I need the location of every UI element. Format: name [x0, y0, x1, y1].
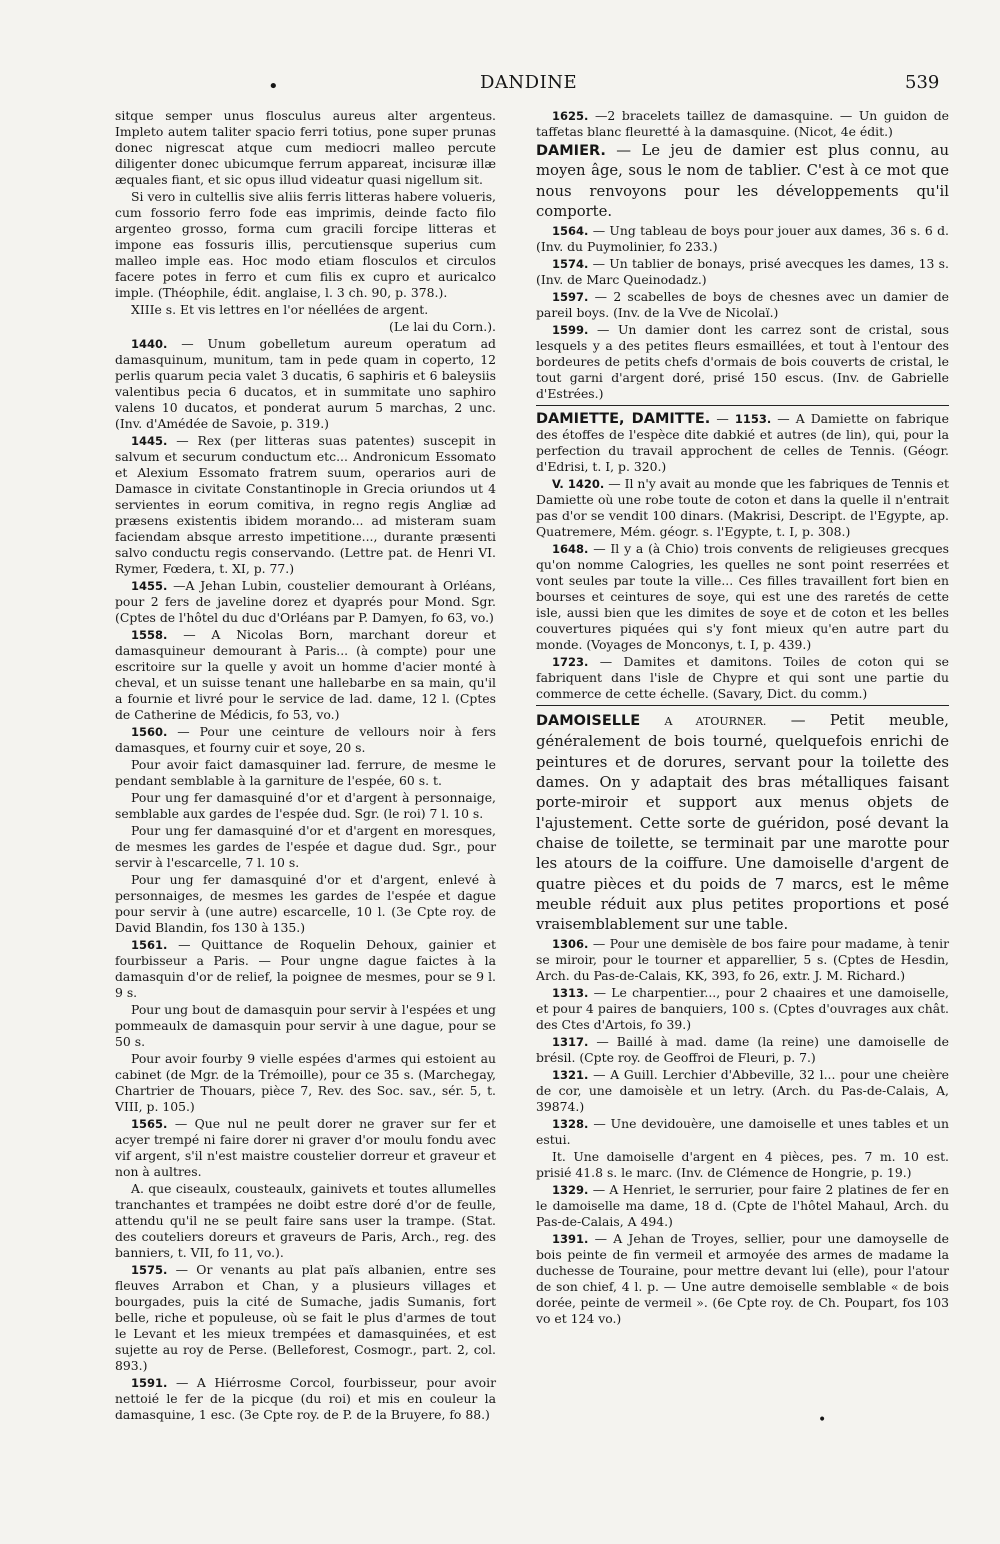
entry-text: — Un damier dont les carrez sont de cristal, sous lesquels y a des petites fleurs esmaillées, et tout à l'entour des bordeures de petits chefs d'ormais de bois couverts de cristal, le tout garni d'argent doré, prisé 150 escus. (Inv. de Gabrielle d'Estrées.) [536, 322, 949, 402]
entry-number: 1558. [131, 628, 168, 642]
entry-number: 1321. [552, 1068, 589, 1083]
page-number: 539 [905, 72, 940, 93]
entry-number: 1625. [552, 109, 589, 123]
entry-1561 [115, 937, 496, 1001]
entry-number: 1440. [131, 337, 168, 351]
entry-number: 1306. [552, 937, 589, 952]
entry-text: — Rex (per litteras suas patentes) suscepit in salvum et securum conductum etc... Andronicum Essomato et Alexium Essomato fratrem suum, operarios auri de Damasce in civitate Constantinople in Grecia oriundos ut 4 servientes in eorum comitiva, in regno regis Angliæ ad præsens existentis ibidem morando... ad misteram suam faciendam absque arresto impetitione..., durante præsenti salvo conductu regis conservando. (Lettre pat. de Henri VI. Rymer, Fœdera, t. XI, p. 77.) [115, 433, 496, 576]
paragraph: It. Une damoiselle d'argent en 4 pièces, pes. 7 m. 10 est. prisié 41.8 s. le marc. (Inv. de Clémence de Hongrie, p. 19.) [536, 1149, 949, 1181]
entry-number: 1455. [131, 579, 168, 593]
entry-text: — Baillé à mad. dame (la reine) une damoiselle de brésil. (Cpte roy. de Geoffroi de Fleuri, p. 7.) [536, 1034, 949, 1066]
entry-1317 [536, 1034, 949, 1066]
entry-number: 1575. [131, 1263, 168, 1277]
entry-text: — A Jehan de Troyes, sellier, pour une damoyselle de bois peinte de fin vermeil et armoyée des armes de madame la duchesse de Touraine, pour mettre devant lui (elle), pour l'atour de son chief, 4 l. p. — Une autre demoiselle semblable « de bois dorée, peinte de vermeil ». (6e Cpte roy. de Ch. Poupart, fos 103 vo et 124 vo.) [536, 1231, 949, 1327]
entry-text: — Damites et damitons. Toiles de coton qui se fabriquent dans l'isle de Chypre et qui sont une partie du commerce de cette échelle. (Savary, Dict. du comm.) [536, 654, 949, 702]
entry-1558 [115, 627, 496, 723]
paragraph: XIIIe s. Et vis lettres en l'or néellées de argent. [131, 302, 429, 317]
entry-number: V. 1420. [552, 477, 605, 492]
entry-1329 [536, 1182, 949, 1230]
footer-mark: • [818, 1412, 827, 1428]
entry-1420 [536, 476, 949, 540]
article-heading: DAMIER. [536, 143, 606, 159]
article-heading: DAMOISELLE [536, 713, 641, 730]
entry-text: — Quittance de Roquelin Dehoux, gainier et fourbisseur a Paris. — Pour ungne dague faictes à la damasquin d'or de relief, la poignee de mesmes, pour se 9 l. 9 s. [115, 937, 496, 1000]
entry-text: — A Henriet, le serrurier, pour faire 2 platines de fer en le damoiselle ma dame, 18 d. (Cpte de l'hôtel Mahaul, Arch. du Pas-de-Calais, A 494.) [536, 1182, 949, 1230]
attribution: (Le lai du Corn.). [389, 319, 496, 334]
entry-text: — Il y a (à Chio) trois convents de religieuses grecques qu'on nomme Calogries, les quelles ne sont point reserrées et vont seules par toute la ville... Ces filles travaillent fort bien en bourses et ceintures de soye, qui est une des raretés de cette isle, aussi bien que les dimites de soye et de coton et les belles couvertures piquées qui s'y font mieux qu'en autre part du monde. (Voyages de Monconys, t. I, p. 439.) [536, 541, 949, 653]
article-subheading: A ATOURNER. [664, 715, 767, 729]
entry-1321 [536, 1067, 949, 1115]
entry-text: —2 bracelets taillez de damasquine. — Un guidon de taffetas blanc fleuretté à la damasquine. (Nicot, 4e édit.) [536, 108, 949, 139]
article-damoiselle [536, 711, 949, 935]
entry-text: — A Guill. Lerchier d'Abbeville, 32 l... pour une cheière de cor, une damoisèle et un letry. (Arch. du Pas-de-Calais, A, 39874.) [536, 1067, 949, 1115]
entry-text: — Pour une demisèle de bos faire pour madame, à tenir se miroir, pour le tourner et apparellier, 5 s. (Cptes de Hesdin, Arch. du Pas-de-Calais, KK, 393, fo 26, extr. J. M. Richard.) [536, 936, 949, 984]
entry-number: 1599. [552, 323, 589, 338]
entry-number: 1723. [552, 655, 589, 670]
article-text: — Petit meuble, généralement de bois tourné, quelquefois enrichi de peintures et de dorures, servant pour la toilette des dames. On y adaptait des bras métalliques faisant porte-miroir et support aux menus objets de l'ajustement. Cette sorte de guéridon, posé devant la chaise de toilette, se terminait par une marotte pour les atours de la coiffure. Une damoiselle d'argent de quatre pièces et du poids de 7 marcs, est le même meuble réduit aux plus petites proportions et posé vraisemblablement sur une table. [536, 712, 949, 934]
entry-number: 1391. [552, 1232, 589, 1247]
entry-text: — Or venants au plat païs albanien, entre ses fleuves Arrabon et Chan, y a plusieurs villages et bourgades, puis la cité de Sumache, jadis Sumanis, fort belle, riche et populeuse, où se fait le plus d'armes de tout le Levant et les mieux trempées et damasquinées, et est sujette au roy de Perse. (Belleforest, Cosmogr., part. 2, col. 893.) [115, 1262, 496, 1373]
entry-1723 [536, 654, 949, 702]
header-mark: • [268, 76, 279, 97]
article-damiette: DAMIETTE, DAMITTE. — 1153. — A Damiette on fabrique des étoffes de l'espèce dite dabkié et autres (de lin), qui, pour la perfection du travail approchent de celles de Tennis. (Géogr. d'Edrisi, t. I, p. 320.) [536, 411, 949, 475]
paragraph: Si vero in cultellis sive aliis ferris litteras habere volueris, cum fossorio ferro fode eas imprimis, deinde facto filo argenteo grosso, forma cum gracili forcipe litteras et impone eas fossuris illis, percutiensque superius cum malleo imple eas. Hoc modo etiam flosculos et circulos facere potes in ferro et cum filis ex cupro et auricalco imple. (Théophile, édit. anglaise, l. 3 ch. 90, p. 378.). [115, 189, 496, 300]
entry-1599 [536, 322, 949, 402]
entry-number: 1648. [552, 542, 589, 557]
entry-text: — A Nicolas Born, marchant doreur et damasquineur demourant à Paris... (à compte) pour une escritoire sur la quelle y avoit un homme d'acier monté à cheval, et un suisse tenant une hallebarbe en sa main, qu'il a fournie et livré pour le service de lad. dame, 12 l. (Cptes de Catherine de Médicis, fo 53, vo.) [115, 627, 496, 722]
entry-1560 [115, 724, 496, 756]
entry-text: — Pour une ceinture de vellours noir à fers damasques, et fourny cuir et soye, 20 s. [115, 724, 496, 755]
entry-1440 [115, 336, 496, 432]
entry-1564 [536, 223, 949, 255]
entry-number: 1591. [131, 1376, 168, 1390]
paragraph: Pour avoir faict damasquiner lad. ferrure, de mesme le pendant semblable à la garniture de l'espée, 60 s. t. [115, 757, 496, 788]
entry-text: — Une devidouère, une damoiselle et unes tables et un estui. [536, 1116, 949, 1148]
article-text: — Le jeu de damier est plus connu, au moyen âge, sous le nom de tablier. C'est à ce mot que nous renvoyons pour les développements qu'il comporte. [536, 142, 949, 220]
paragraph: sitque semper unus flosculus aureus alter argenteus. Impleto autem taliter spacio ferri totius, pone super prunas donec nigrescat atque cum mediocri malleo percute diligenter donec ubicumque ferrum appareat, incisuræ illæ æquales fiant, et sic opus illud videatur quasi nigellum sit. [115, 108, 496, 187]
entry-text: — A Hiérrosme Corcol, fourbisseur, pour avoir nettoié le fer de la picque (du roi) et mis en couleur la damasquine, 1 esc. (3e Cpte roy. de P. de la Bruyere, fo 88.) [115, 1375, 496, 1422]
paragraph: Pour avoir fourby 9 vielle espées d'armes qui estoient au cabinet (de Mgr. de la Trémoille), pour ce 35 s. (Marchegay, Chartrier de Thouars, pièce 7, Rev. des Soc. sav., sér. 5, t. VIII, p. 105.) [115, 1051, 496, 1114]
entry-text: — Unum gobelletum aureum operatum ad damasquinum, munitum, tam in pede quam in coperto, 12 perlis quarum pecia valet 3 ducatis, 6 saphiris et 6 baleysiis valentibus pecia 6 ducatos, et in summitate uno saphiro valens 10 ducatos, et ponderat aurum 5 marchas, 2 unc. (Inv. d'Amédée de Savoie, p. 319.) [115, 336, 496, 431]
entry-text: — Que nul ne peult dorer ne graver sur fer et acyer trempé ni faire dorer ni graver d'or moulu fondu avec vif argent, s'il n'est maistre coustelier dorreur et graveur et non à aultres. [115, 1116, 496, 1179]
entry-number: 1153. [734, 412, 772, 427]
entry-number: 1565. [131, 1117, 168, 1131]
divider [536, 405, 949, 406]
left-column [115, 108, 496, 1424]
right-column [536, 108, 949, 1328]
entry-1455 [115, 578, 496, 626]
article-heading: DAMIETTE, DAMITTE. [536, 411, 711, 428]
entry-number: 1561. [131, 938, 168, 952]
entry-number: 1560. [131, 725, 168, 739]
entry-1648 [536, 541, 949, 653]
entry-1306 [536, 936, 949, 984]
entry-1313 [536, 985, 949, 1033]
entry-text: — Le charpentier..., pour 2 chaaires et une damoiselle, et pour 4 paires de banquiers, 100 s. (Cptes d'ouvrages aux chât. des Ctes d'Artois, fo 39.) [536, 985, 949, 1033]
entry-1574 [536, 256, 949, 288]
entry-number: 1445. [131, 434, 168, 448]
running-title: DANDINE [480, 72, 578, 93]
entry-1565 [115, 1116, 496, 1180]
entry-1597 [536, 289, 949, 321]
entry-1391 [536, 1231, 949, 1327]
entry-number: 1564. [552, 224, 589, 239]
entry-text: —A Jehan Lubin, coustelier demourant à Orléans, pour 2 fers de javeline dorez et dyaprés pour Mond. Sgr. (Cptes de l'hôtel du duc d'Orléans par P. Damyen, fo 63, vo.) [115, 578, 496, 625]
paragraph: Pour ung fer damasquiné d'or et d'argent, enlevé à personnaiges, de mesmes les gardes de l'espée et dague pour servir à (une autre) escarcelle, 10 l. (3e Cpte roy. de David Blandin, fos 130 à 135.) [115, 872, 496, 935]
entry-1445 [115, 433, 496, 577]
entry-number: 1328. [552, 1117, 589, 1132]
entry-text: — 2 scabelles de boys de chesnes avec un damier de pareil boys. (Inv. de la Vve de Nicolaï.) [536, 289, 949, 321]
entry-number: 1574. [552, 257, 589, 272]
article-damier [536, 141, 949, 222]
entry-number: 1317. [552, 1035, 589, 1050]
paragraph: A. que ciseaulx, cousteaulx, gainivets et toutes allumelles tranchantes et trampées ne doibt estre doré d'or de feulle, attendu qu'il ne se peult faire sans user la trampe. (Stat. des couteliers doreurs et graveurs de Paris, Arch., reg. des banniers, t. VII, fo 11, vo.). [115, 1181, 496, 1260]
page-header [0, 64, 1000, 104]
entry-text: — Il n'y avait au monde que les fabriques de Tennis et Damiette où une robe toute de coton et dans la quelle il n'entrait pas d'or se vendit 100 dinars. (Makrisi, Descript. de l'Egypte, ap. Quatremere, Mém. géogr. s. l'Egypte, t. I, p. 308.) [536, 476, 949, 540]
paragraph: Pour ung fer damasquiné d'or et d'argent en moresques, de mesmes les gardes de l'espée et dague dud. Sgr., pour servir à l'escarcelle, 7 l. 10 s. [115, 823, 496, 870]
divider [536, 705, 949, 706]
paragraph: Pour ung fer damasquiné d'or et d'argent à personnaige, semblable aux gardes de l'espée dud. Sgr. (le roi) 7 l. 10 s. [115, 790, 496, 821]
entry-text: — Ung tableau de boys pour jouer aux dames, 36 s. 6 d. (Inv. du Puymolinier, fo 233.) [536, 223, 949, 255]
entry-text: — Un tablier de bonays, prisé avecques les dames, 13 s. (Inv. de Marc Queinodadz.) [536, 256, 949, 288]
paragraph: Pour ung bout de damasquin pour servir à l'espées et ung pommeaulx de damasquin pour servir à une dague, pour se 50 s. [115, 1002, 496, 1049]
entry-1591 [115, 1375, 496, 1423]
entry-number: 1329. [552, 1183, 589, 1198]
entry-1328 [536, 1116, 949, 1148]
article-text: — A Damiette on fabrique des étoffes de l'espèce dite dabkié et autres (de lin), qui, pour la perfection du travail approchent de celles de Tennis. (Géogr. d'Edrisi, t. I, p. 320.) [536, 411, 949, 475]
entry-number: 1597. [552, 290, 589, 305]
entry-number: 1313. [552, 986, 589, 1001]
entry-1575 [115, 1262, 496, 1374]
entry-1625 [536, 108, 949, 140]
